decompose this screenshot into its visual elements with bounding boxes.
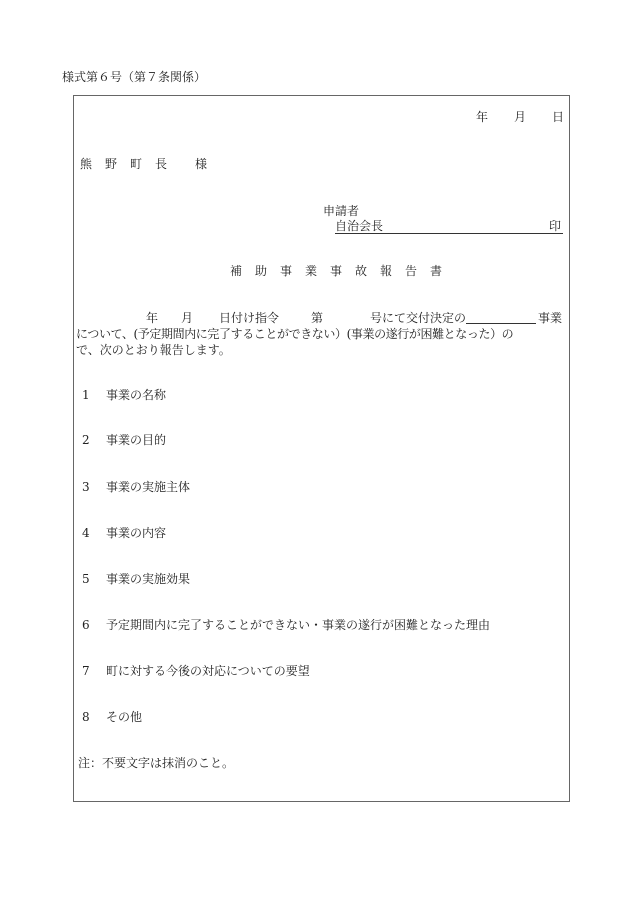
item-4: 4 事業の内容 (82, 526, 167, 540)
date-year: 年 (476, 110, 489, 124)
body-day: 日付け指令 (219, 311, 280, 325)
applicant-label: 申請者 (323, 204, 360, 218)
item-8: 8 その他 (82, 710, 143, 724)
applicant-title: 自治会長 (335, 219, 384, 233)
seal-mark: 印 (548, 219, 561, 233)
body-line3: で、次のとおり報告します。 (76, 343, 231, 357)
body-end: 事業 (538, 311, 563, 325)
body-line2: について、(予定期間内に完了することができない）(事業の遂行が困難となった）の (76, 327, 514, 341)
body-year: 年 (146, 311, 159, 325)
form-label: 様式第６号（第７条関係） (62, 70, 207, 84)
item-1: 1 事業の名称 (82, 388, 167, 402)
item-7: 7 町に対する今後の対応についての要望 (82, 664, 310, 678)
date-day: 日 (552, 110, 565, 124)
date-month: 月 (514, 110, 527, 124)
note: 注：不要文字は抹消のこと。 (78, 756, 235, 770)
form-frame (73, 95, 570, 802)
applicant-signature-line (335, 219, 563, 234)
body-rest: 号にて交付決定の (370, 311, 467, 325)
honorific: 様 (195, 157, 208, 171)
item-3: 3 事業の実施主体 (82, 480, 191, 494)
addressee: 熊野町長 (80, 157, 181, 171)
item-6: 6 予定期間内に完了することができない・事業の遂行が困難となった理由 (82, 618, 491, 632)
item-2: 2 事業の目的 (82, 433, 167, 447)
body-no: 第 (311, 311, 324, 325)
project-blank (466, 311, 536, 324)
item-5: 5 事業の実施効果 (82, 572, 191, 586)
document-title: 補助事業事故報告書 (230, 264, 456, 278)
body-month: 月 (181, 311, 194, 325)
